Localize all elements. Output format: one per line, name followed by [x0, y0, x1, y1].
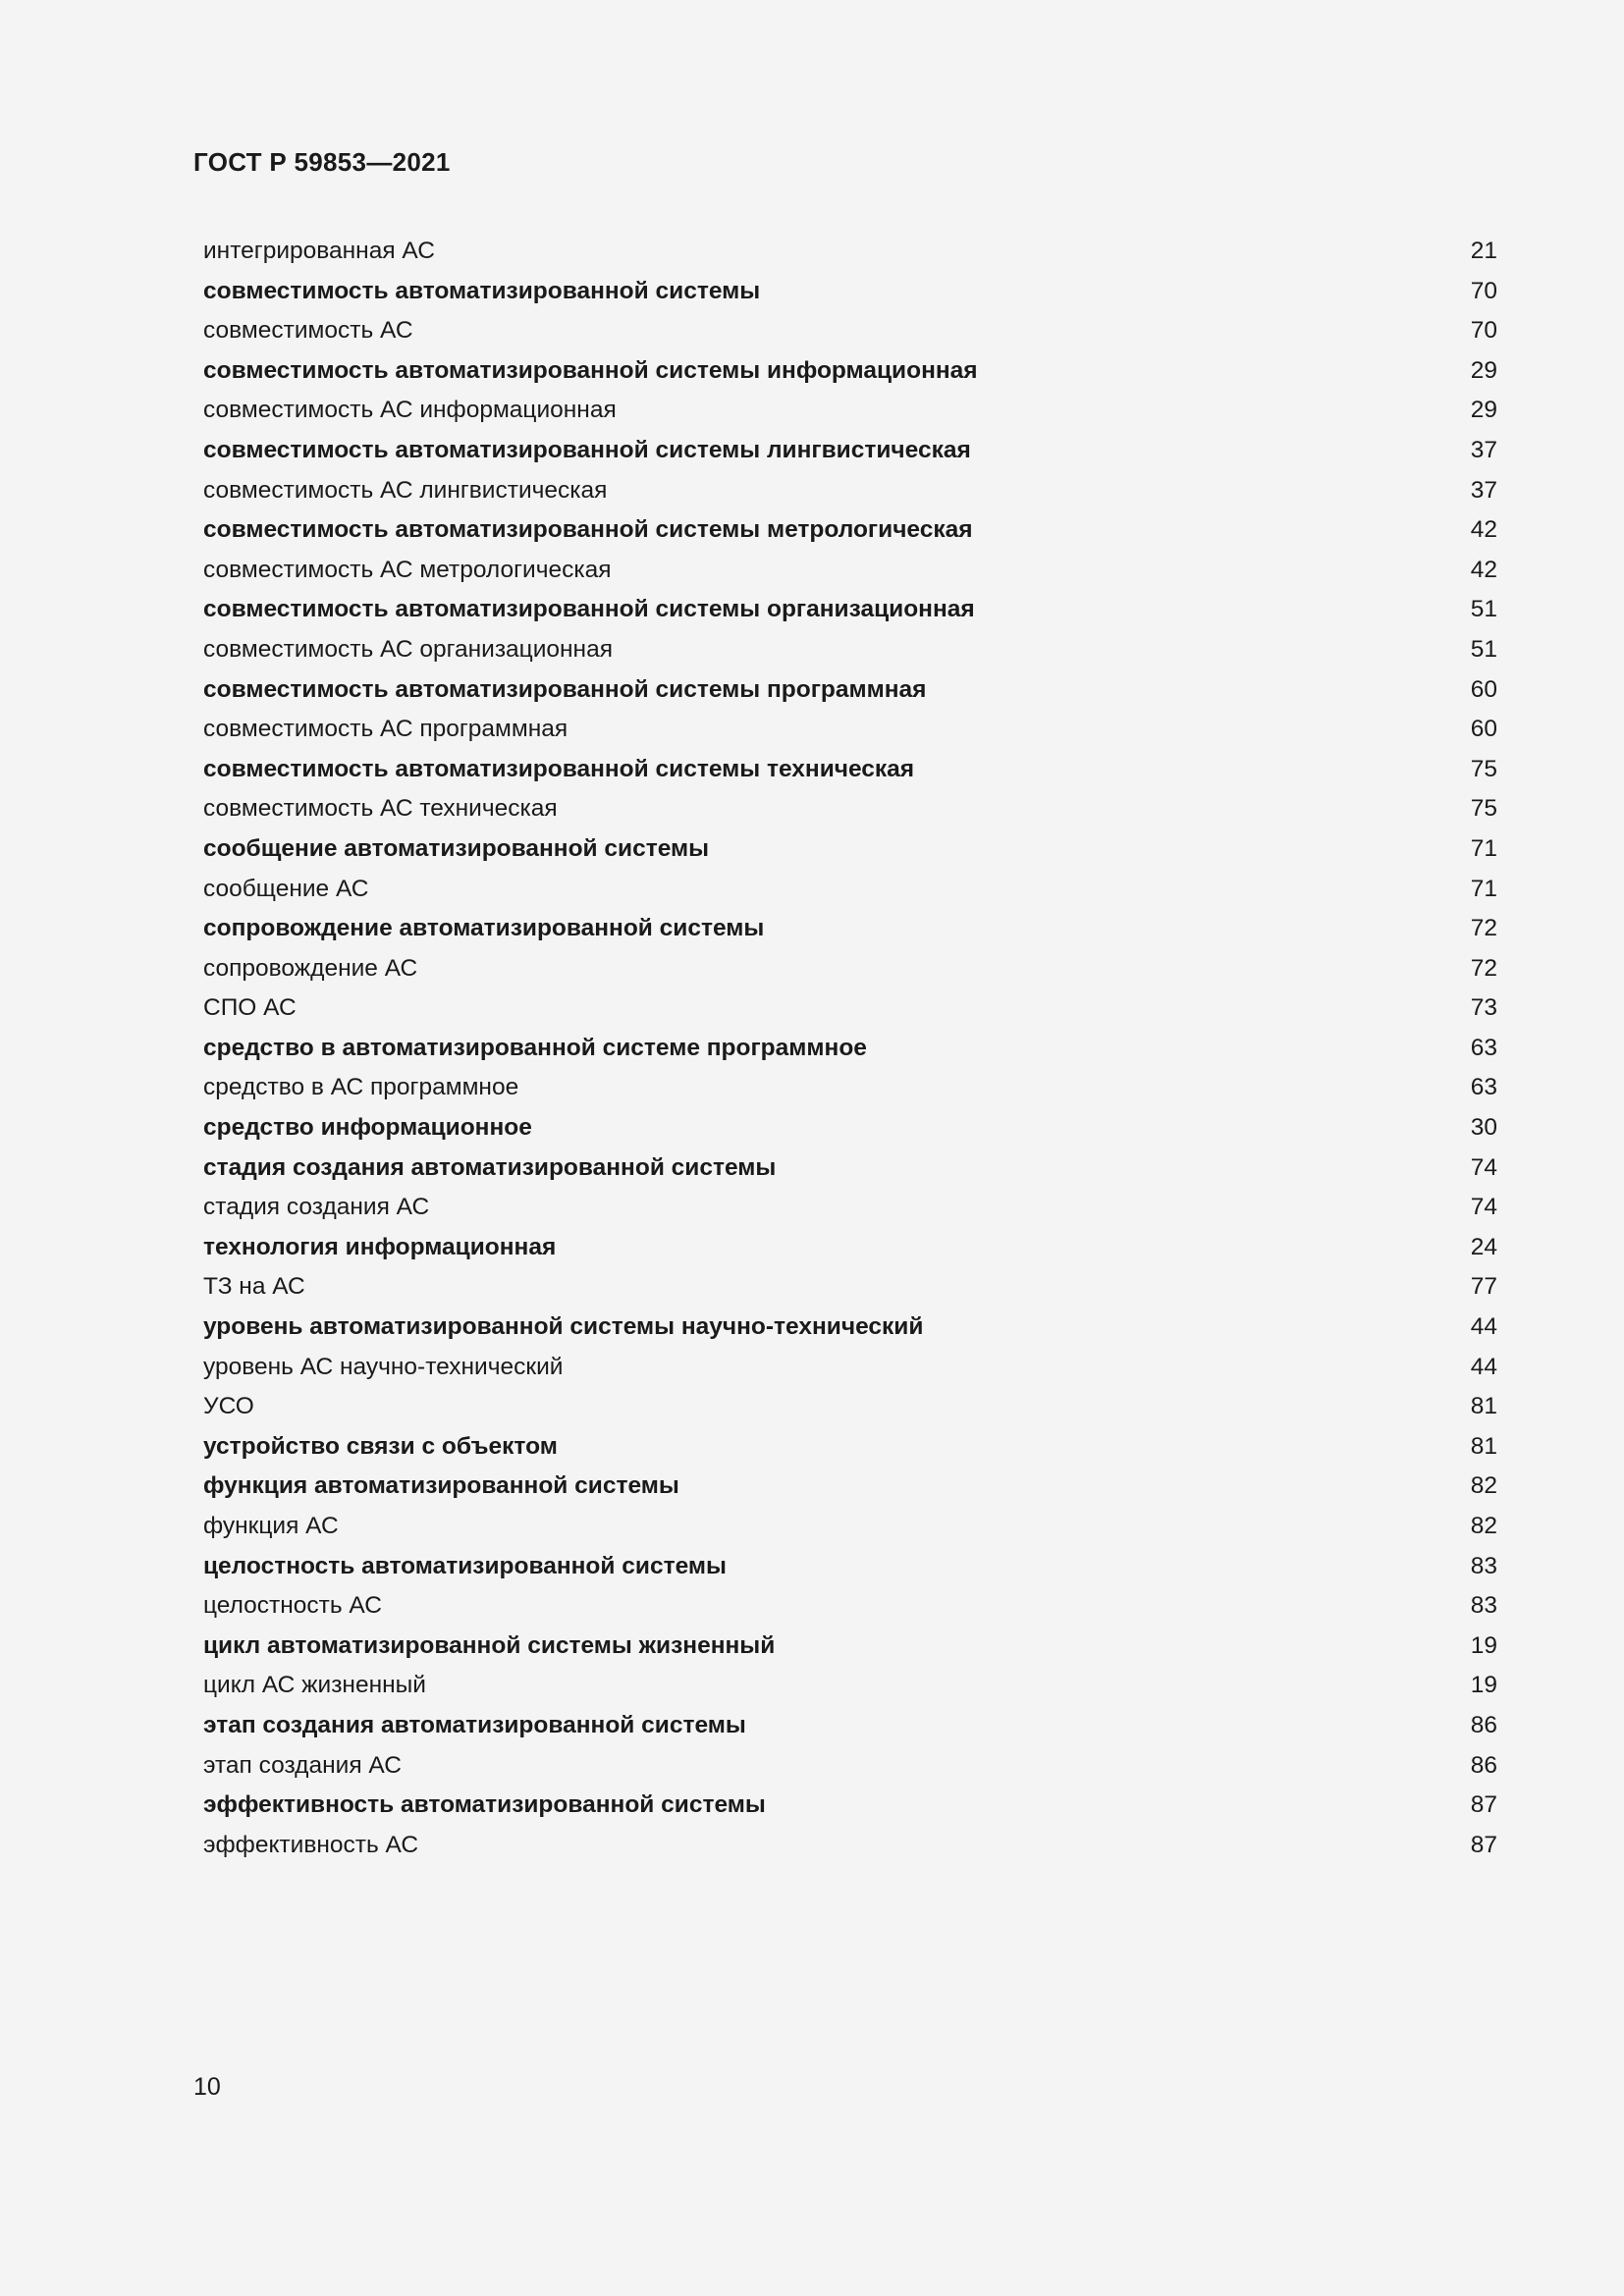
index-entry — [203, 1706, 1497, 1746]
index-term: функция автоматизированной системы — [203, 1472, 679, 1500]
index-page-ref: 24 — [1470, 1233, 1497, 1260]
index-page-ref: 71 — [1470, 875, 1497, 902]
index-page-ref: 82 — [1470, 1513, 1497, 1539]
index-term: совместимость АС техническая — [203, 795, 558, 823]
index-page-ref: 63 — [1470, 1074, 1497, 1101]
document-header: ГОСТ Р 59853—2021 — [193, 147, 451, 177]
index-entry — [203, 431, 1497, 471]
index-entry — [203, 1348, 1497, 1388]
index-entry — [203, 829, 1497, 870]
index-term: совместимость АС информационная — [203, 397, 617, 424]
index-entry — [203, 391, 1497, 431]
index-entry — [203, 1507, 1497, 1547]
index-entry — [203, 870, 1497, 910]
index-term: стадия создания автоматизированной системы — [203, 1153, 777, 1181]
index-term: уровень АС научно-технический — [203, 1353, 564, 1380]
index-page-ref: 75 — [1470, 755, 1497, 782]
index-page-ref: 51 — [1470, 635, 1497, 663]
index-page-ref: 37 — [1470, 436, 1497, 463]
index-term: УСО — [203, 1393, 254, 1420]
index-term: стадия создания АС — [203, 1194, 430, 1221]
index-entry — [203, 1029, 1497, 1069]
index-term: совместимость АС метрологическая — [203, 556, 612, 583]
index-term: целостность АС — [203, 1592, 382, 1620]
index-term: средство информационное — [203, 1114, 532, 1142]
index-entry — [203, 1387, 1497, 1427]
index-page-ref: 83 — [1470, 1552, 1497, 1579]
index-page-ref: 72 — [1470, 954, 1497, 982]
index-page-ref: 87 — [1470, 1831, 1497, 1858]
index-entry — [203, 551, 1497, 591]
index-entry — [203, 789, 1497, 829]
index-term: совместимость автоматизированной системы метрологическая — [203, 516, 973, 544]
index-entry — [203, 1148, 1497, 1189]
index-page-ref: 87 — [1470, 1791, 1497, 1819]
index-term: цикл автоматизированной системы жизненный — [203, 1631, 776, 1659]
index-page-ref: 77 — [1470, 1273, 1497, 1301]
index-entry — [203, 510, 1497, 551]
index-term: совместимость АС организационная — [203, 635, 613, 663]
index-term: средство в автоматизированной системе программное — [203, 1034, 867, 1061]
index-page-ref: 30 — [1470, 1114, 1497, 1142]
page-number: 10 — [193, 2073, 221, 2101]
index-entry — [203, 630, 1497, 670]
index-entry — [203, 1427, 1497, 1468]
index-entry — [203, 311, 1497, 351]
index-page-ref: 60 — [1470, 716, 1497, 743]
index-entry — [203, 750, 1497, 790]
index-entry — [203, 710, 1497, 750]
index-entry — [203, 1746, 1497, 1787]
index-entry — [203, 351, 1497, 392]
index-page-ref: 21 — [1470, 238, 1497, 264]
index-page-ref: 70 — [1470, 317, 1497, 345]
index-entry — [203, 471, 1497, 511]
index-term: ТЗ на АС — [203, 1273, 305, 1301]
index-page-ref: 73 — [1470, 994, 1497, 1022]
index-entry — [203, 232, 1497, 272]
index-term: цикл АС жизненный — [203, 1672, 426, 1699]
index-page-ref: 74 — [1470, 1194, 1497, 1221]
index-entry — [203, 1547, 1497, 1587]
index-term: совместимость автоматизированной системы техническая — [203, 755, 915, 782]
index-entry — [203, 1586, 1497, 1627]
index-page-ref: 75 — [1470, 795, 1497, 823]
index-term: этап создания АС — [203, 1751, 402, 1779]
index-page-ref: 81 — [1470, 1432, 1497, 1460]
index-entry — [203, 909, 1497, 949]
index-entry — [203, 1627, 1497, 1667]
index-term: устройство связи с объектом — [203, 1432, 558, 1460]
index-entry — [203, 590, 1497, 630]
index-term: средство в АС программное — [203, 1074, 519, 1101]
index-entry — [203, 272, 1497, 312]
index-term: совместимость автоматизированной системы — [203, 277, 761, 304]
index-entry — [203, 1267, 1497, 1308]
index-entry — [203, 1308, 1497, 1348]
index-entry — [203, 670, 1497, 711]
index-term: сообщение автоматизированной системы — [203, 834, 710, 862]
index-term: уровень автоматизированной системы научно-технический — [203, 1313, 924, 1341]
index-term: функция АС — [203, 1513, 339, 1539]
index-term: совместимость автоматизированной системы организационная — [203, 596, 975, 623]
index-page-ref: 83 — [1470, 1592, 1497, 1620]
index-entry — [203, 988, 1497, 1029]
index-entry — [203, 949, 1497, 989]
index-entry — [203, 1188, 1497, 1228]
index-page-ref: 71 — [1470, 834, 1497, 862]
index-page-ref: 37 — [1470, 476, 1497, 504]
index-term: сопровождение автоматизированной системы — [203, 915, 765, 942]
index-term: совместимость автоматизированной системы программная — [203, 675, 927, 703]
index-page-ref: 19 — [1470, 1672, 1497, 1699]
index-entry — [203, 1786, 1497, 1826]
index-entry — [203, 1228, 1497, 1268]
index-term: совместимость АС программная — [203, 716, 568, 743]
index-page-ref: 70 — [1470, 277, 1497, 304]
index-page-ref: 86 — [1470, 1751, 1497, 1779]
index-page-ref: 19 — [1470, 1631, 1497, 1659]
index-term: эффективность автоматизированной системы — [203, 1791, 766, 1819]
index-term: эффективность АС — [203, 1831, 419, 1858]
index-page-ref: 82 — [1470, 1472, 1497, 1500]
index-page-ref: 51 — [1470, 596, 1497, 623]
index-term: этап создания автоматизированной системы — [203, 1711, 746, 1738]
index-page-ref: 72 — [1470, 915, 1497, 942]
index-entry — [203, 1068, 1497, 1108]
index-page-ref: 60 — [1470, 675, 1497, 703]
index-page-ref: 29 — [1470, 397, 1497, 424]
index-page-ref: 29 — [1470, 356, 1497, 384]
index-term: целостность автоматизированной системы — [203, 1552, 727, 1579]
index-term: технология информационная — [203, 1233, 557, 1260]
term-index-list — [203, 232, 1497, 1865]
index-entry — [203, 1108, 1497, 1148]
index-term: совместимость АС — [203, 317, 413, 345]
index-page-ref: 74 — [1470, 1153, 1497, 1181]
index-term: совместимость автоматизированной системы лингвистическая — [203, 436, 971, 463]
index-term: совместимость автоматизированной системы информационная — [203, 356, 978, 384]
index-page-ref: 44 — [1470, 1353, 1497, 1380]
index-page-ref: 63 — [1470, 1034, 1497, 1061]
index-term: СПО АС — [203, 994, 297, 1022]
index-term: сопровождение АС — [203, 954, 418, 982]
index-term: интегрированная АС — [203, 238, 435, 264]
index-page-ref: 42 — [1470, 556, 1497, 583]
index-term: сообщение АС — [203, 875, 369, 902]
index-entry — [203, 1826, 1497, 1866]
index-entry — [203, 1467, 1497, 1507]
index-page-ref: 86 — [1470, 1711, 1497, 1738]
index-term: совместимость АС лингвистическая — [203, 476, 608, 504]
index-page-ref: 42 — [1470, 516, 1497, 544]
index-page-ref: 44 — [1470, 1313, 1497, 1341]
index-entry — [203, 1666, 1497, 1706]
index-page-ref: 81 — [1470, 1393, 1497, 1420]
